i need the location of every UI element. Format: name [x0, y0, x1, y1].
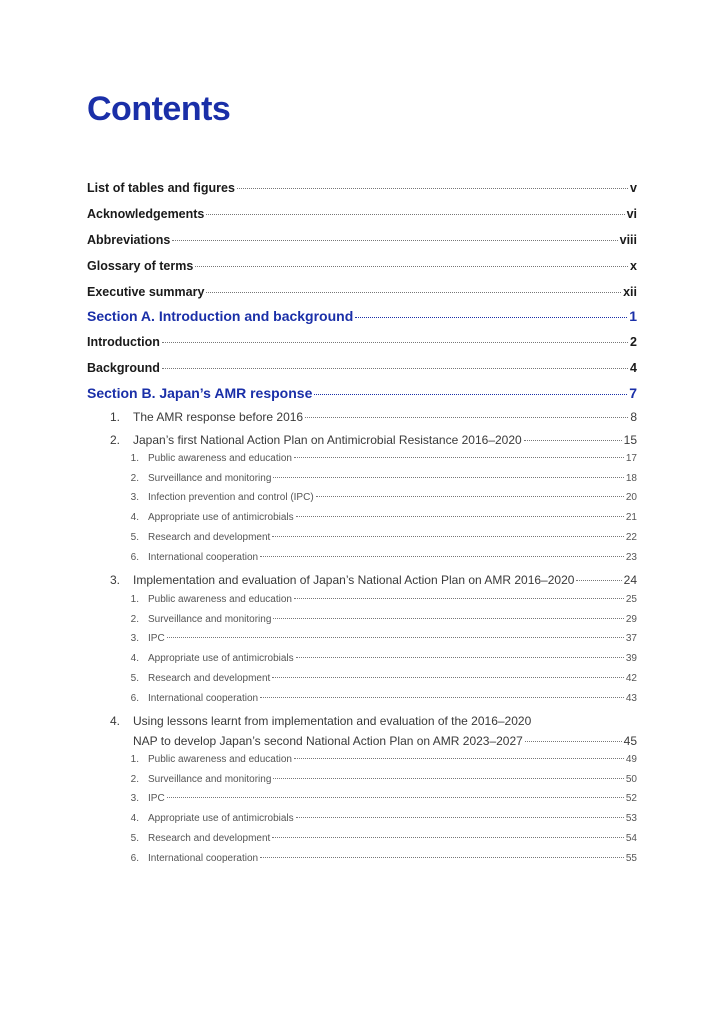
leader-dots	[524, 440, 622, 441]
subsection-number: 2.	[130, 774, 139, 785]
subsection-number: 1.	[130, 754, 139, 765]
leader-dots	[237, 188, 628, 189]
subsection-number: 2.	[130, 614, 139, 625]
toc-subsection[interactable]: International cooperation 55	[148, 853, 637, 864]
chapter-number: 1.	[109, 410, 120, 424]
leader-dots	[273, 778, 623, 779]
toc-subsection[interactable]: Surveillance and monitoring 29	[148, 614, 637, 625]
leader-dots	[273, 618, 623, 619]
toc-entry-abbreviations[interactable]: Abbreviations viii	[87, 233, 637, 247]
toc-entry-acknowledgements[interactable]: Acknowledgements vi	[87, 207, 637, 221]
toc-subsection[interactable]: IPC 37	[148, 633, 637, 644]
toc-subsection[interactable]: Research and development 42	[148, 673, 637, 684]
subsection-number: 4.	[130, 813, 139, 824]
leader-dots	[296, 817, 624, 818]
leader-dots	[195, 266, 628, 267]
toc-subsection[interactable]: Research and development 54	[148, 833, 637, 844]
chapter-number: 4.	[109, 714, 120, 728]
toc-subsection[interactable]: Surveillance and monitoring 50	[148, 774, 637, 785]
leader-dots	[167, 797, 624, 798]
subsection-number: 6.	[130, 552, 139, 563]
leader-dots	[296, 516, 624, 517]
leader-dots	[316, 496, 624, 497]
toc-subsection[interactable]: Surveillance and monitoring 18	[148, 473, 637, 484]
toc-section-a[interactable]: Section A. Introduction and background 1	[87, 308, 637, 324]
subsection-number: 4.	[130, 653, 139, 664]
leader-dots	[272, 837, 624, 838]
toc-subsection[interactable]: Public awareness and education 17	[148, 453, 637, 464]
subsection-number: 3.	[130, 492, 139, 503]
subsection-number: 3.	[130, 633, 139, 644]
toc-chapter-4[interactable]: NAP to develop Japan’s second National Action Plan on AMR 2023–2027 45	[133, 734, 637, 748]
leader-dots	[273, 477, 623, 478]
toc-chapter-2[interactable]: Japan’s first National Action Plan on Antimicrobial Resistance 2016–2020 15	[133, 433, 637, 447]
leader-dots	[305, 417, 628, 418]
leader-dots	[272, 536, 624, 537]
leader-dots	[576, 580, 621, 581]
subsection-number: 5.	[130, 673, 139, 684]
toc-entry-glossary[interactable]: Glossary of terms x	[87, 259, 637, 273]
leader-dots	[314, 394, 627, 395]
subsection-number: 3.	[130, 793, 139, 804]
subsection-number: 2.	[130, 473, 139, 484]
leader-dots	[296, 657, 624, 658]
leader-dots	[525, 741, 622, 742]
toc-chapter-1[interactable]: The AMR response before 2016 8	[133, 410, 637, 424]
subsection-number: 4.	[130, 512, 139, 523]
leader-dots	[162, 368, 628, 369]
subsection-number: 1.	[130, 594, 139, 605]
toc-subsection[interactable]: Research and development 22	[148, 532, 637, 543]
toc-entry-introduction[interactable]: Introduction 2	[87, 335, 637, 349]
subsection-number: 6.	[130, 853, 139, 864]
leader-dots	[294, 457, 624, 458]
toc-chapter-3[interactable]: Implementation and evaluation of Japan’s National Action Plan on AMR 2016–2020 24	[133, 573, 637, 587]
leader-dots	[294, 758, 624, 759]
chapter-number: 3.	[109, 573, 120, 587]
leader-dots	[294, 598, 624, 599]
leader-dots	[260, 556, 624, 557]
toc-subsection[interactable]: International cooperation 43	[148, 693, 637, 704]
toc-subsection[interactable]: Infection prevention and control (IPC) 20	[148, 492, 637, 503]
subsection-number: 5.	[130, 532, 139, 543]
toc-subsection[interactable]: International cooperation 23	[148, 552, 637, 563]
toc-entry-background[interactable]: Background 4	[87, 361, 637, 375]
toc-section-b[interactable]: Section B. Japan’s AMR response 7	[87, 385, 637, 401]
leader-dots	[260, 857, 624, 858]
toc-subsection[interactable]: Appropriate use of antimicrobials 39	[148, 653, 637, 664]
toc-entry-executive-summary[interactable]: Executive summary xii	[87, 285, 637, 299]
toc-subsection[interactable]: Public awareness and education 25	[148, 594, 637, 605]
subsection-number: 5.	[130, 833, 139, 844]
leader-dots	[206, 292, 621, 293]
page-title: Contents	[87, 90, 231, 128]
subsection-number: 1.	[130, 453, 139, 464]
leader-dots	[167, 637, 624, 638]
leader-dots	[272, 677, 624, 678]
toc-entry-list-of-tables[interactable]: List of tables and figures v	[87, 181, 637, 195]
toc-chapter-4-line1: Using lessons learnt from implementation and evaluation of the 2016–2020	[133, 714, 532, 728]
subsection-number: 6.	[130, 693, 139, 704]
leader-dots	[355, 317, 627, 318]
toc-subsection[interactable]: Appropriate use of antimicrobials 21	[148, 512, 637, 523]
leader-dots	[206, 214, 624, 215]
toc-subsection[interactable]: Public awareness and education 49	[148, 754, 637, 765]
leader-dots	[162, 342, 628, 343]
chapter-number: 2.	[109, 433, 120, 447]
leader-dots	[172, 240, 617, 241]
toc-subsection[interactable]: Appropriate use of antimicrobials 53	[148, 813, 637, 824]
leader-dots	[260, 697, 624, 698]
toc-subsection[interactable]: IPC 52	[148, 793, 637, 804]
